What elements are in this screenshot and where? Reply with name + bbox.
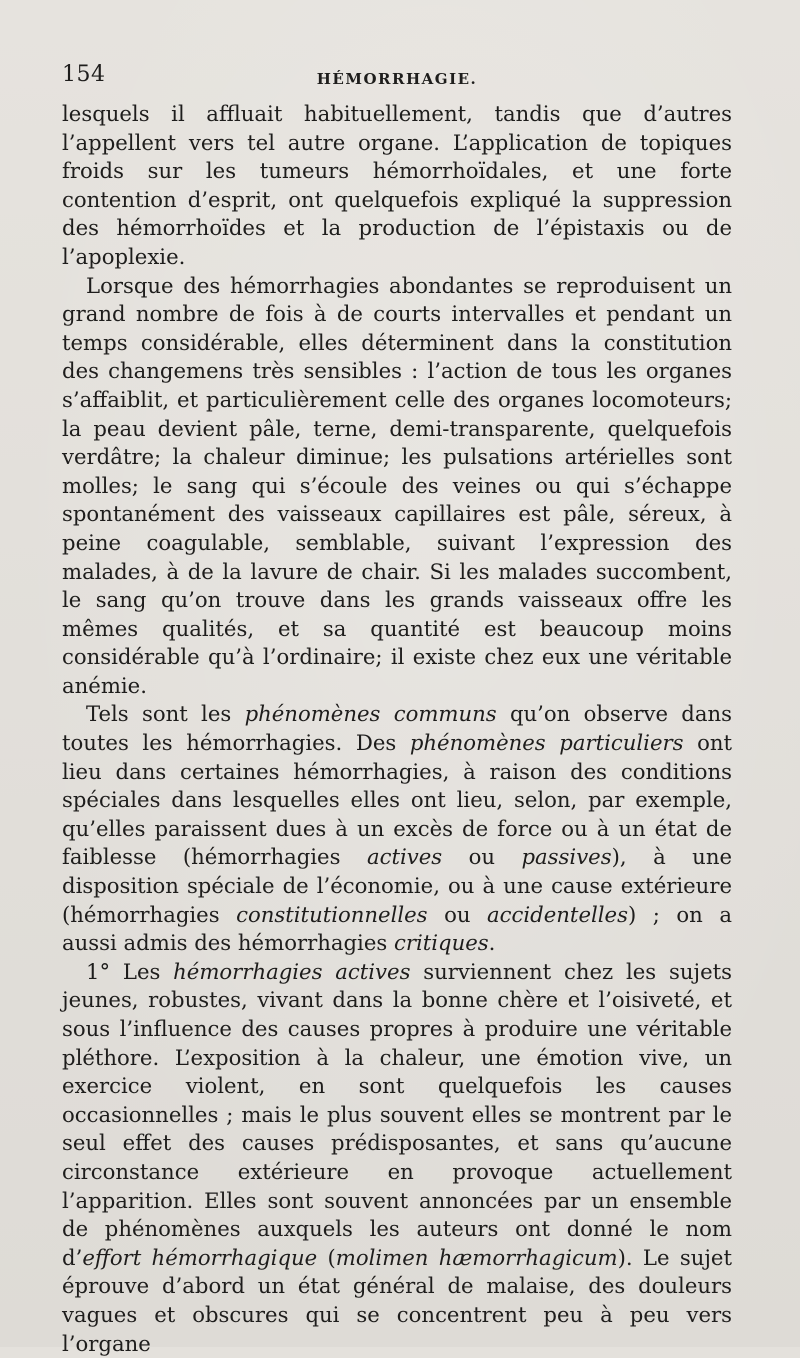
text-run: ). Le sujet éprouve d’abord un état général de malaise, des douleurs vagues et obscures qui se concentrent peu à peu vers l’organe — [62, 1244, 732, 1356]
text-run: qu’on observe dans toutes les hémorrhagies. Des — [62, 701, 732, 756]
text-run: . — [488, 930, 496, 956]
paragraph-4 — [62, 958, 732, 1358]
text-run: surviennent chez les sujets jeunes, robustes, vivant dans la bonne chère et l’oisiveté, et sous l’influence des causes propres à produire une véritable pléthore. L’exposition à la chaleur, une émotion vive, un exercice violent, en sont quelquefois les causes occasionnelles ; mais le plus souvent elles se montrent par le seul effet des causes prédisposantes, et sans qu’aucune circonstance extérieure en provoque actuellement l’apparition. Elles sont souvent annoncées par un ensemble de phénomènes auxquels les auteurs ont donné le nom d’ — [62, 958, 732, 1270]
italic-term: hémorrhagies actives — [173, 958, 411, 984]
text-run: Tels sont les — [86, 701, 245, 727]
text-run: ou — [442, 844, 522, 870]
paragraph-2 — [62, 272, 732, 701]
italic-term: actives — [366, 844, 443, 870]
page-header — [62, 60, 732, 100]
text-run: lesquels il affluait habituellement, tandis que d’autres l’appellent vers tel autre organe. L’application de topiques froids sur les tumeurs hémorrhoïdales, et une forte contention d’esprit, ont quelquefois expliqué la suppression des hémorrhoïdes et la production de l’épistaxis ou de l’apoplexie. — [62, 101, 732, 269]
text-run: 1° Les — [86, 958, 174, 984]
text-run: ou — [427, 901, 488, 927]
paragraph-1 — [62, 100, 732, 272]
italic-term: critiques — [393, 930, 489, 956]
text-run: Lorsque des hémorrhagies abondantes se reproduisent un grand nombre de fois à de courts intervalles et pendant un temps considérable, elles déterminent dans la constitution des changemens très sensibles : l’action de tous les organes s’affaiblit, et particulièrement celle des organes locomoteurs; la peau devient pâle, terne, demi-transparente, quelquefois verdâtre; la chaleur diminue; les pulsations artérielles sont molles; le sang qui s’écoule des veines ou qui s’échappe spontanément des vaisseaux capillaires est pâle, séreux, à peine coagulable, semblable, suivant l’expression des malades, à de la lavure de chair. Si les malades succombent, le sang qu’on trouve dans les grands vaisseaux offre les mêmes qualités, et sa quantité est beaucoup moins considérable qu’à l’ordinaire; il existe chez eux une véritable anémie. — [62, 272, 732, 698]
paragraph-3 — [62, 700, 732, 957]
page-number: 154 — [62, 62, 106, 87]
italic-term: constitutionnelles — [236, 901, 428, 927]
text-run: ont lieu dans certaines hémorrhagies, à raison des conditions spéciales dans lesquelles elles ont lieu, selon, par exemple, qu’elles paraissent dues à un excès de force ou à un état de faiblesse (hémorrhagies — [62, 730, 733, 870]
italic-term: phénomènes particuliers — [409, 730, 684, 756]
body-text — [62, 100, 732, 1358]
text-run: ), à une disposition spéciale de l’économie, ou à une cause extérieure (hémorrhagies — [62, 844, 733, 927]
italic-term: passives — [521, 844, 612, 870]
italic-term: phénomènes communs — [244, 701, 497, 727]
text-run: ( — [317, 1244, 336, 1270]
running-head: HÉMORRHAGIE. — [316, 70, 478, 88]
italic-term: molimen hæmorrhagicum — [335, 1244, 618, 1270]
italic-term: accidentelles — [487, 901, 628, 927]
italic-term: effort hémorrhagique — [82, 1244, 318, 1270]
text-run: ) ; on a aussi admis des hémorrhagies — [62, 901, 732, 956]
